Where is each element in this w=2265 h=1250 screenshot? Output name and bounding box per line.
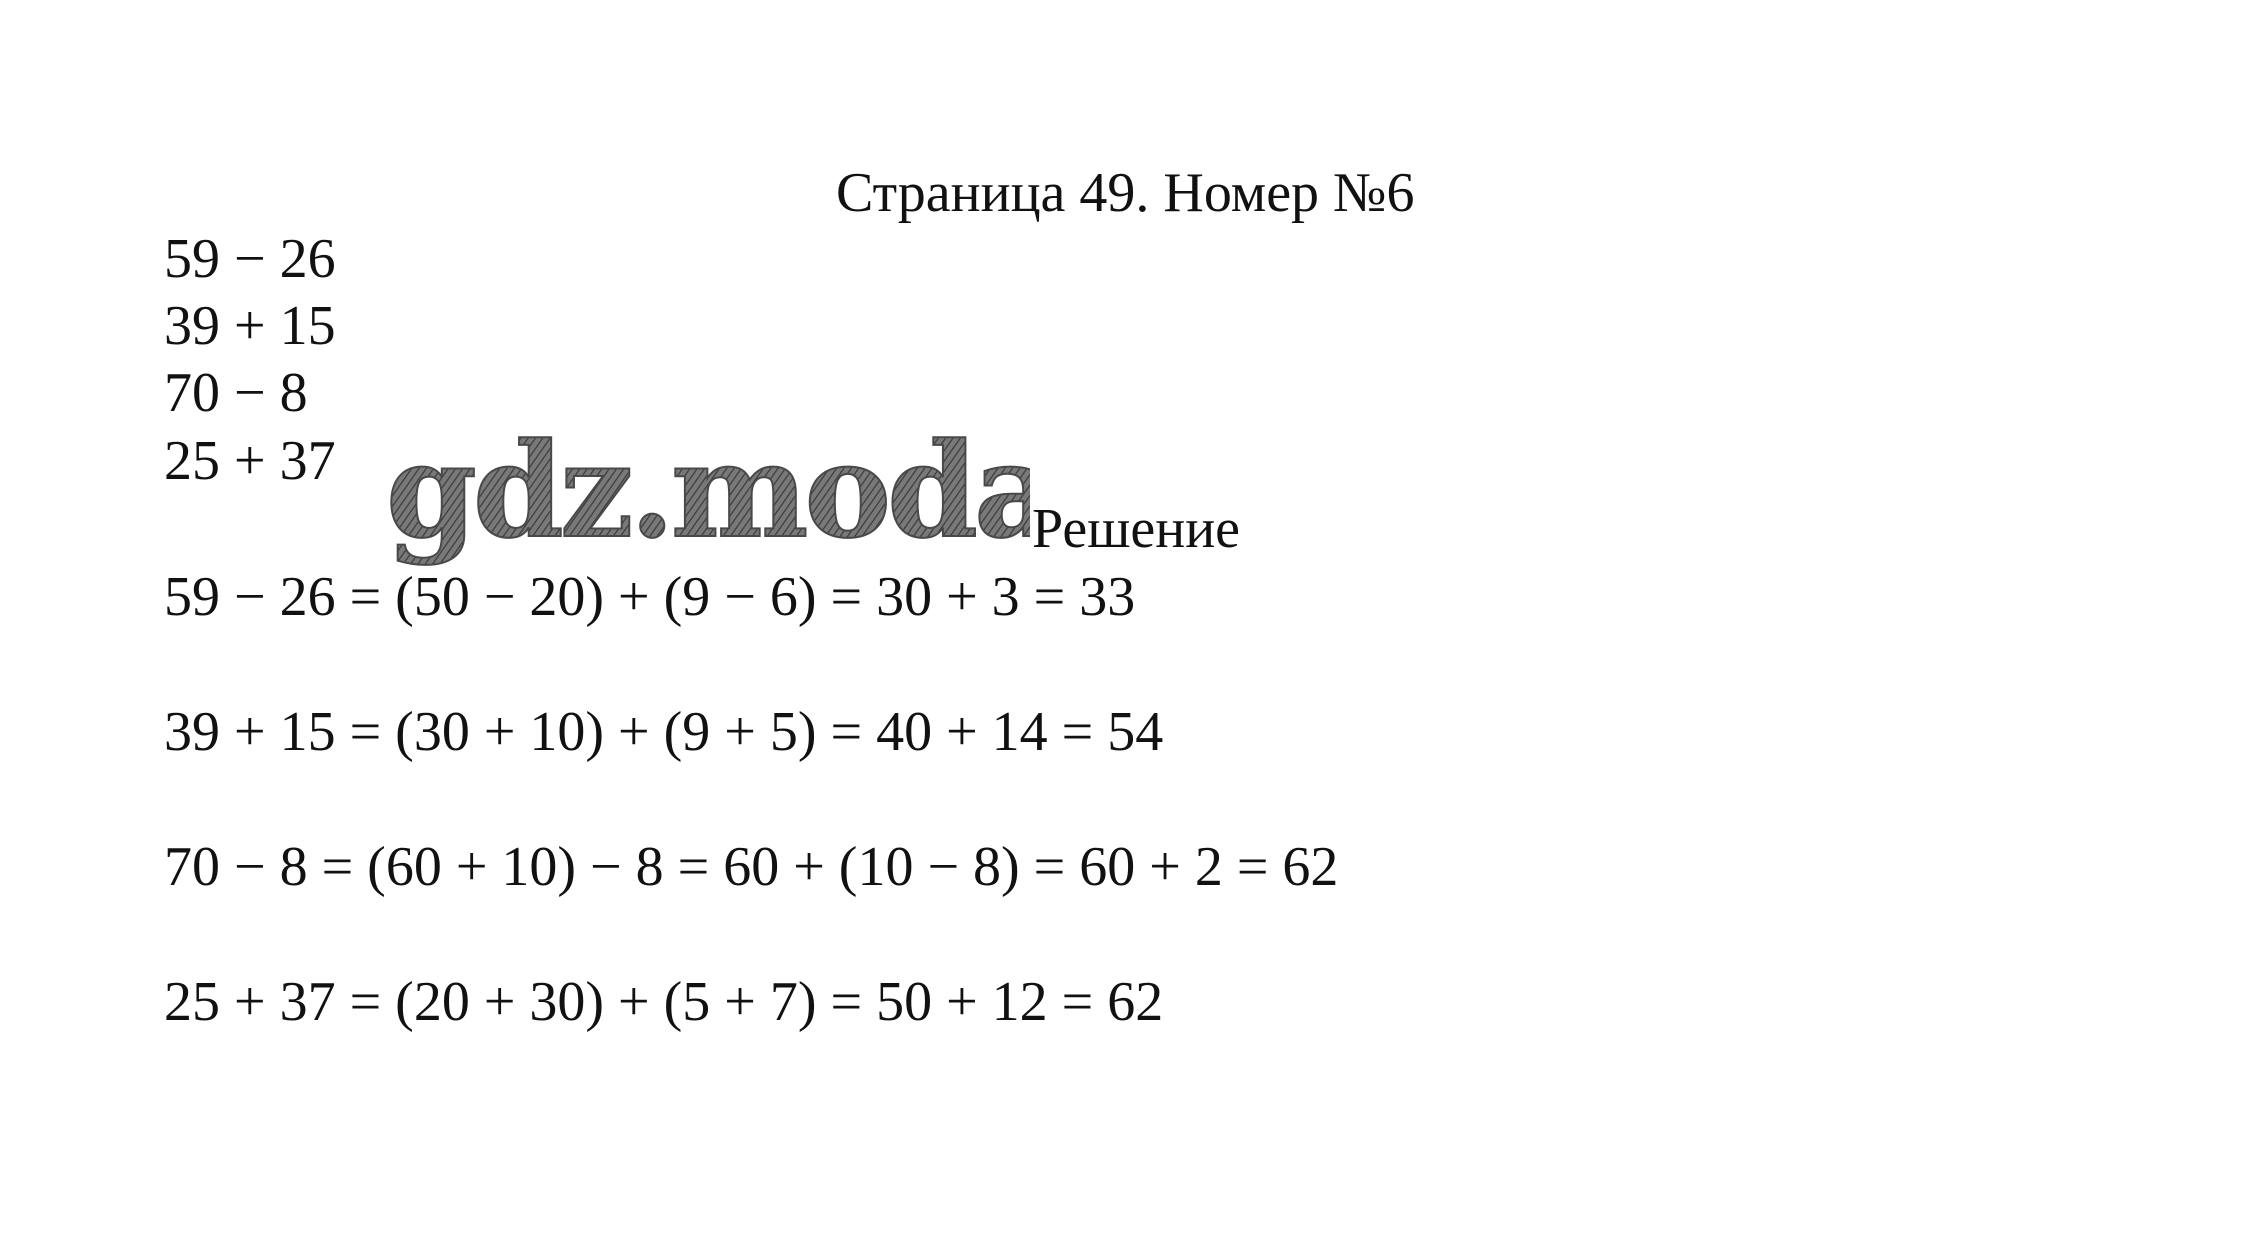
solution-line-3: 70 − 8 = (60 + 10) − 8 = 60 + (10 − 8) = 60 + 2 = 62 [164,836,1339,898]
problem-line-3: 70 − 8 [164,362,308,424]
problem-line-4: 25 + 37 [164,430,336,492]
solution-line-4: 25 + 37 = (20 + 30) + (5 + 7) = 50 + 12 = 62 [164,971,1164,1033]
problem-line-1: 59 − 26 [164,228,336,290]
problem-line-2: 39 + 15 [164,295,336,357]
solution-line-2: 39 + 15 = (30 + 10) + (9 + 5) = 40 + 14 = 54 [164,701,1164,763]
page-title: Страница 49. Номер №6 [836,162,1415,224]
solution-heading: Решение [1032,498,1241,560]
watermark-logo [380,408,1030,588]
solution-line-1: 59 − 26 = (50 − 20) + (9 − 6) = 30 + 3 = 33 [164,566,1136,628]
svg-text:gdz.moda: gdz.moda [386,414,1030,567]
